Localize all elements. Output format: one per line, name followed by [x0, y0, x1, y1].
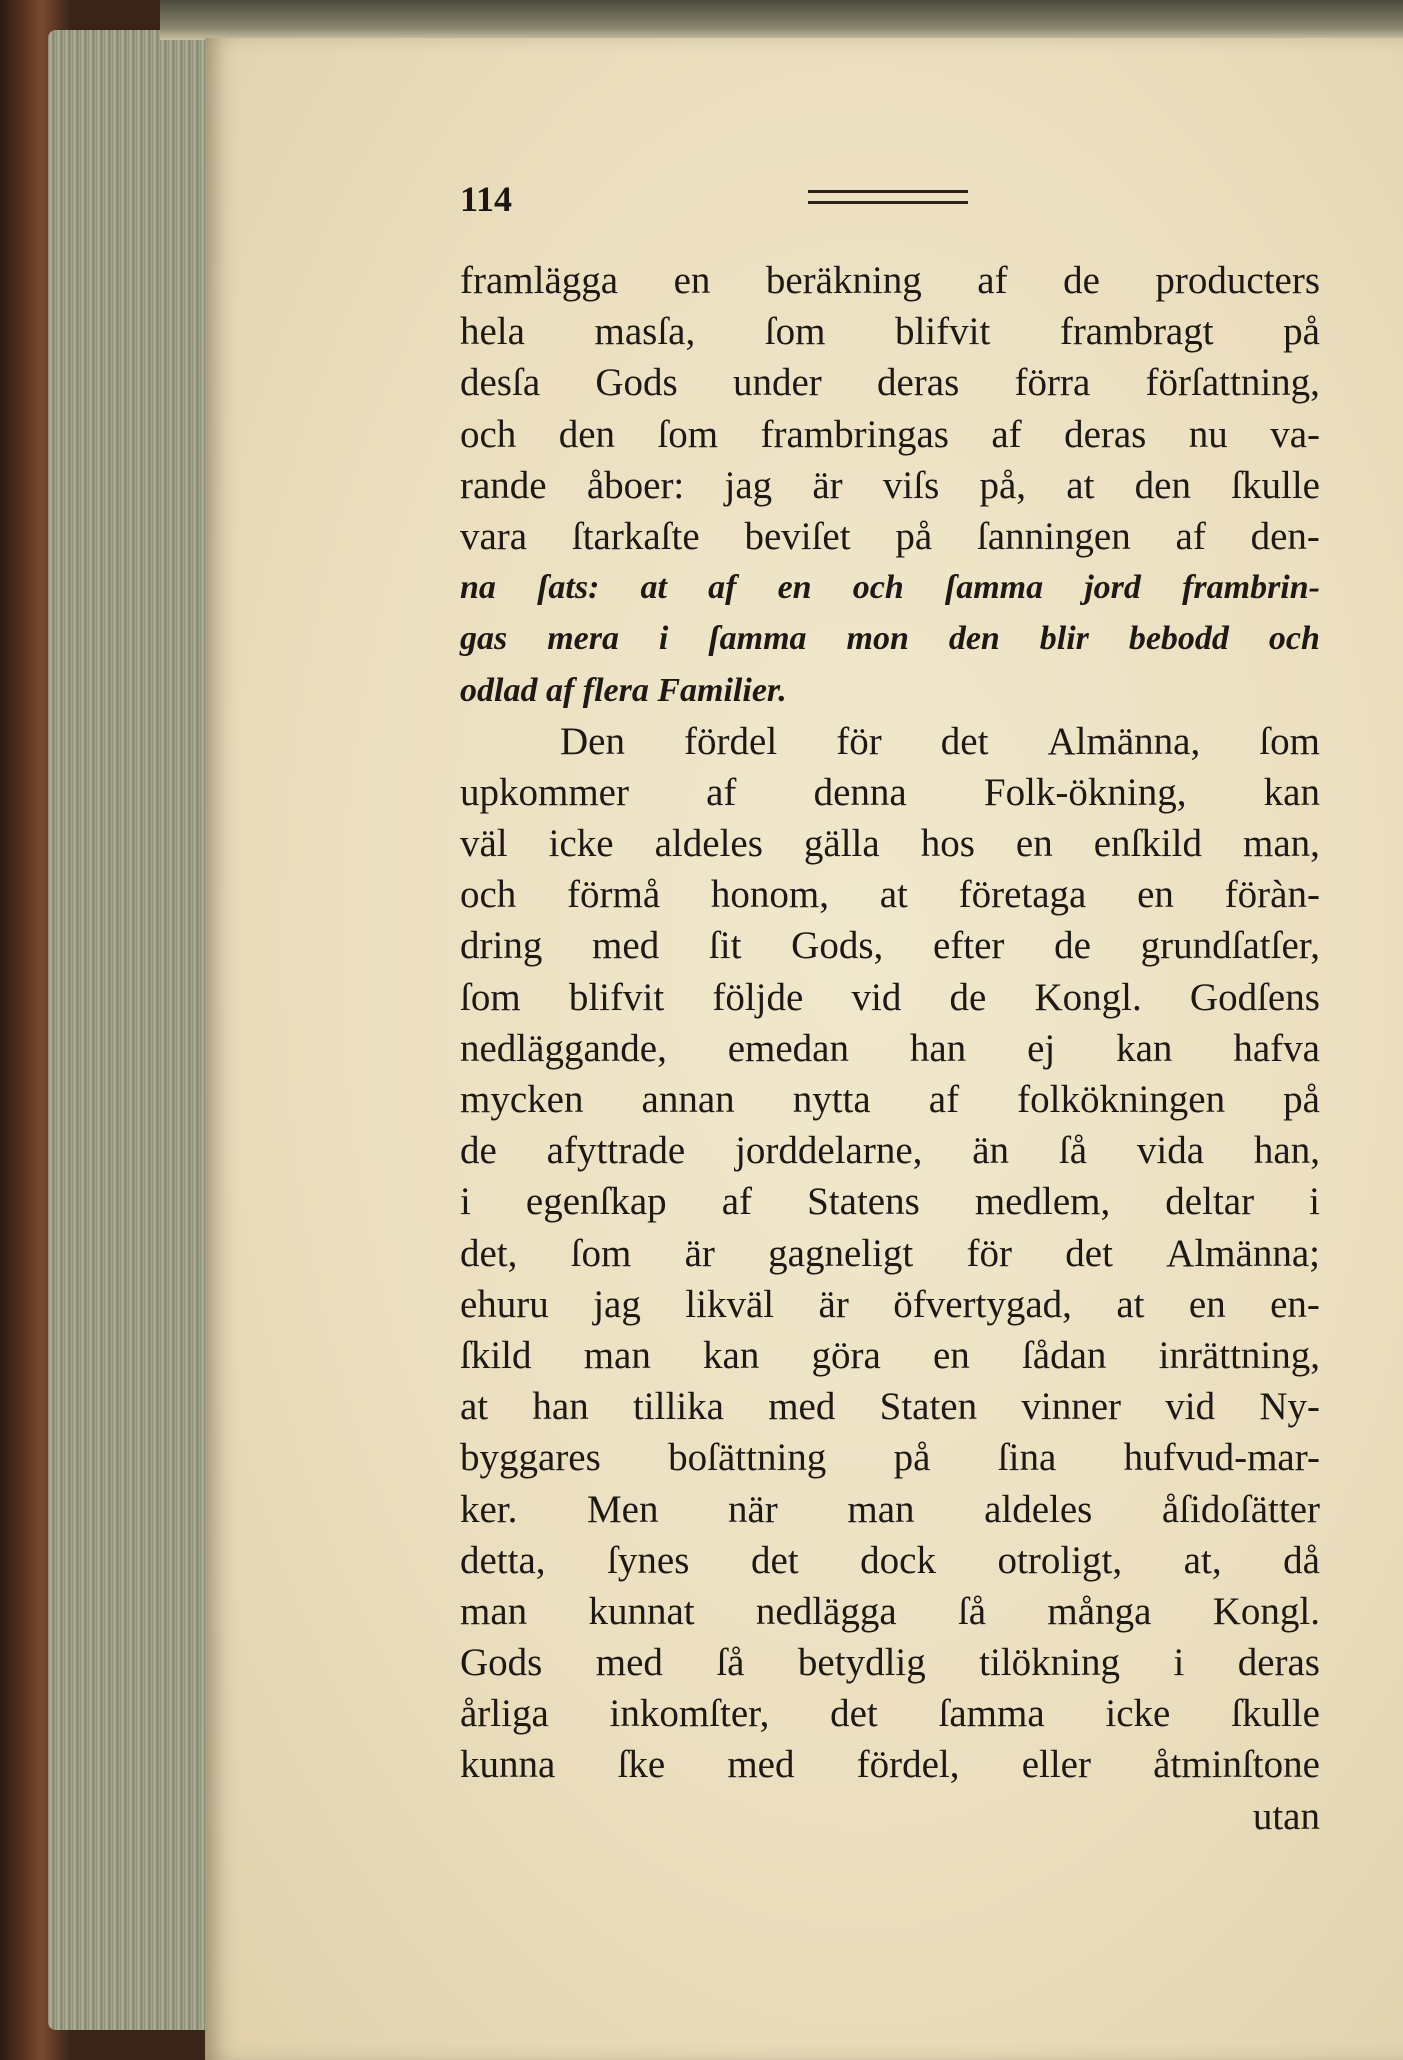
- word: ſå: [957, 1589, 987, 1633]
- word: at: [1116, 1282, 1145, 1326]
- word: än: [972, 1129, 1010, 1173]
- word: likväl: [685, 1282, 775, 1326]
- word: Den: [560, 719, 625, 763]
- word: en: [932, 1333, 970, 1377]
- word: med: [595, 1641, 663, 1685]
- page-stack-edge: [48, 30, 208, 2030]
- word: ehuru: [460, 1282, 549, 1326]
- word: blir: [1039, 620, 1089, 658]
- word: det: [1065, 1231, 1113, 1275]
- book-top-edge: [160, 0, 1403, 40]
- word: bebodd: [1128, 620, 1229, 658]
- word: annan: [641, 1078, 735, 1121]
- word: ſamma: [708, 620, 807, 658]
- word: väl: [460, 822, 508, 866]
- word: nytta: [792, 1078, 871, 1121]
- text-line: [460, 818, 1320, 869]
- word: jord: [1084, 569, 1141, 607]
- text-line: [460, 1381, 1320, 1432]
- word: kan: [1263, 770, 1320, 814]
- word: hos: [920, 822, 975, 866]
- word: mycken: [460, 1078, 584, 1121]
- header-rule-ornament: [808, 190, 968, 204]
- word: mon: [846, 620, 909, 658]
- text-line: [460, 767, 1320, 818]
- word: ſit: [708, 924, 742, 968]
- word: vid: [1165, 1385, 1216, 1429]
- word: åtminſtone: [1153, 1743, 1320, 1787]
- word: han: [532, 1385, 589, 1429]
- word: en: [1188, 1282, 1226, 1326]
- page-number: 114: [460, 179, 513, 219]
- word: Almänna;: [1166, 1231, 1320, 1275]
- word: enſkild: [1093, 822, 1203, 866]
- word: kan: [1116, 1026, 1173, 1070]
- word: af: [977, 259, 1008, 302]
- word: det,: [460, 1231, 518, 1275]
- word: deras: [1064, 412, 1147, 456]
- word: på: [1283, 310, 1320, 354]
- word: at: [460, 1385, 489, 1429]
- word: med: [768, 1385, 836, 1429]
- word: åſidoſätter: [1161, 1487, 1320, 1531]
- word: ſå: [716, 1641, 745, 1685]
- word: är: [812, 463, 843, 507]
- word: på: [895, 514, 933, 558]
- text-line: [460, 1432, 1320, 1483]
- word: Gods: [595, 361, 678, 405]
- text-line: [460, 1484, 1320, 1535]
- text-line: [460, 1176, 1320, 1227]
- text-line: [460, 1637, 1320, 1688]
- word: Gods: [460, 1641, 543, 1685]
- catchword: utan: [1252, 1794, 1320, 1838]
- word: dock: [860, 1538, 936, 1582]
- word: at: [640, 569, 667, 607]
- word: i: [460, 1180, 471, 1224]
- word: medlem,: [974, 1180, 1111, 1224]
- word: fördel,: [856, 1743, 960, 1787]
- word: boſättning: [668, 1436, 827, 1480]
- word: ſke: [617, 1743, 666, 1787]
- word: i: [658, 620, 669, 658]
- word: göra: [811, 1333, 881, 1377]
- word: mera: [547, 620, 619, 658]
- word: och: [460, 873, 517, 917]
- word: och: [852, 569, 904, 607]
- word: beviſet: [744, 514, 851, 558]
- word: i: [1173, 1641, 1185, 1685]
- word: ſanningen: [976, 514, 1131, 558]
- text-line: [460, 511, 1320, 562]
- word: är: [684, 1231, 715, 1275]
- word: en: [1137, 873, 1174, 917]
- word: på: [893, 1436, 931, 1480]
- word: man: [847, 1487, 915, 1531]
- word: gagneligt: [768, 1231, 914, 1275]
- word: na: [460, 569, 496, 607]
- word: de: [1063, 259, 1100, 302]
- word: gas: [460, 620, 508, 658]
- word: en: [1015, 822, 1053, 866]
- word: nedläggande,: [460, 1026, 667, 1070]
- word: afyttrade: [546, 1129, 686, 1173]
- word: hufvud-mar-: [1123, 1436, 1320, 1480]
- word: frambringas: [760, 412, 949, 456]
- word: det: [750, 1538, 799, 1582]
- word: Folk-ökning,: [983, 770, 1187, 814]
- word: efter: [932, 924, 1005, 968]
- word: följde: [712, 975, 804, 1019]
- word: inrättning,: [1158, 1333, 1320, 1377]
- word: Godſens: [1189, 975, 1320, 1019]
- word: ker.: [460, 1487, 518, 1531]
- page-text: [460, 255, 1320, 1842]
- word: i: [1309, 1180, 1320, 1224]
- word: ſynes: [607, 1538, 690, 1582]
- word: rande: [460, 463, 547, 507]
- word: när: [728, 1487, 778, 1531]
- word: ſats:: [537, 569, 600, 607]
- word: den: [1134, 463, 1191, 507]
- word: detta,: [460, 1538, 546, 1582]
- word: den-: [1250, 514, 1320, 558]
- text-line: [460, 409, 1320, 460]
- word: af: [991, 412, 1022, 456]
- word: jorddelarne,: [735, 1129, 923, 1173]
- word: årliga: [460, 1692, 549, 1736]
- word: vid: [851, 975, 902, 1019]
- word: många: [1047, 1589, 1152, 1633]
- italic-text-line: [460, 613, 1320, 664]
- word: ſådan: [1021, 1333, 1107, 1377]
- text-line: [460, 1125, 1320, 1176]
- word: ſina: [997, 1436, 1057, 1480]
- word: ſkulle: [1231, 463, 1320, 507]
- word: man: [460, 1589, 528, 1633]
- word: under: [732, 361, 822, 405]
- word: kunnat: [588, 1589, 695, 1633]
- word: för: [836, 719, 882, 763]
- word: aldeles: [654, 822, 763, 866]
- word: Staten: [879, 1385, 978, 1429]
- word: öfvertygad,: [893, 1282, 1072, 1326]
- word: med: [592, 924, 660, 968]
- word: blifvit: [568, 975, 665, 1019]
- word: företaga: [958, 873, 1087, 917]
- word: deras: [1237, 1641, 1320, 1685]
- italic-text-line: [460, 562, 1320, 613]
- word: och: [460, 412, 517, 456]
- word: Kongl.: [1034, 975, 1142, 1019]
- word: upkommer: [460, 770, 629, 814]
- word: at,: [1183, 1538, 1222, 1582]
- word: blifvit: [894, 310, 991, 354]
- word: ſom: [570, 1231, 632, 1275]
- word: han: [909, 1026, 967, 1070]
- word: Ny-: [1259, 1385, 1320, 1429]
- text-line: [460, 1535, 1320, 1586]
- word: föràn-: [1224, 873, 1320, 917]
- word: ſtarkaſte: [571, 514, 700, 558]
- word: deltar: [1165, 1180, 1255, 1224]
- word: folkökningen: [1017, 1078, 1226, 1121]
- word: ſamma: [944, 569, 1044, 607]
- word: ſom: [764, 310, 826, 354]
- text-line: [460, 1023, 1320, 1074]
- word: och: [1268, 620, 1320, 658]
- word: de: [1054, 924, 1091, 968]
- word: emedan: [727, 1026, 849, 1070]
- word: frambragt: [1059, 310, 1214, 354]
- word: grundſatſer,: [1140, 924, 1320, 968]
- word: inkomſter,: [609, 1692, 770, 1736]
- word: en: [673, 259, 711, 302]
- word: desſa: [460, 361, 541, 405]
- word: producters: [1155, 259, 1320, 302]
- word: ſamma: [938, 1692, 1045, 1736]
- word: ſom: [657, 412, 719, 456]
- word: byggares: [460, 1436, 601, 1480]
- paragraph-start-line: [460, 716, 1320, 767]
- word: jag: [724, 463, 773, 507]
- word: Kongl.: [1212, 1589, 1320, 1633]
- word: af: [928, 1078, 960, 1121]
- word: Gods,: [791, 924, 884, 968]
- word: nu: [1188, 412, 1228, 456]
- word: ſå: [1058, 1129, 1088, 1173]
- word: vinner: [1021, 1385, 1121, 1429]
- word: är: [818, 1282, 849, 1326]
- word: ſom: [460, 975, 521, 1019]
- word: hela: [460, 310, 525, 354]
- word: Almänna,: [1047, 719, 1201, 763]
- text-line: [460, 869, 1320, 920]
- word: det: [940, 719, 989, 763]
- word: vara: [460, 514, 528, 558]
- word: dring: [460, 924, 543, 968]
- text-line: [460, 357, 1320, 408]
- word: betydlig: [797, 1641, 926, 1685]
- word: ſkild: [460, 1333, 532, 1377]
- word: man,: [1243, 822, 1320, 866]
- text-line: [460, 1228, 1320, 1279]
- word: de: [949, 975, 987, 1019]
- word: tillika: [632, 1385, 724, 1429]
- word: framlägga: [460, 259, 619, 302]
- word: den: [558, 412, 616, 456]
- text-line: [460, 972, 1320, 1023]
- text-line: [460, 1330, 1320, 1381]
- word: denna: [813, 770, 907, 814]
- word: för: [966, 1231, 1013, 1275]
- word: de: [460, 1129, 497, 1173]
- word: ſom: [1259, 719, 1320, 763]
- word: man: [583, 1333, 651, 1377]
- text-line: [460, 1074, 1320, 1125]
- text-line: [460, 1688, 1320, 1739]
- word: otroligt,: [997, 1538, 1123, 1582]
- word: han,: [1253, 1129, 1320, 1173]
- word: viſs: [882, 463, 940, 507]
- word: frambrin-: [1182, 569, 1320, 607]
- word: då: [1283, 1538, 1320, 1582]
- word: på,: [979, 463, 1027, 507]
- word: Statens: [807, 1180, 920, 1224]
- word: ej: [1027, 1026, 1056, 1070]
- text-line: [460, 1739, 1320, 1790]
- text-line: [460, 1279, 1320, 1330]
- word: af: [721, 1180, 753, 1224]
- word: förra: [1014, 361, 1091, 405]
- word: aldeles: [984, 1487, 1093, 1531]
- word: hafva: [1233, 1026, 1320, 1070]
- word: på: [1283, 1078, 1320, 1121]
- word: en: [777, 569, 812, 607]
- word: deras: [877, 361, 960, 405]
- italic-text-line: odlad af flera Familier.: [460, 671, 787, 709]
- word: fördel: [684, 719, 778, 763]
- word: med: [727, 1743, 795, 1787]
- word: det: [830, 1692, 878, 1736]
- word: af: [706, 770, 737, 814]
- text-line: [460, 1586, 1320, 1637]
- word: kan: [703, 1333, 760, 1377]
- word: at: [1066, 463, 1095, 507]
- word: icke: [1105, 1692, 1171, 1736]
- word: Men: [586, 1487, 659, 1531]
- word: tilökning: [979, 1641, 1121, 1685]
- word: ſkulle: [1231, 1692, 1320, 1736]
- word: kunna: [460, 1743, 556, 1787]
- word: den: [948, 620, 1000, 658]
- word: förſattning,: [1145, 361, 1320, 405]
- text-line: [460, 920, 1320, 971]
- word: jag: [593, 1282, 641, 1326]
- word: eller: [1021, 1743, 1091, 1787]
- word: förmå: [567, 873, 661, 917]
- word: gälla: [803, 822, 880, 866]
- text-line: [460, 460, 1320, 511]
- word: masſa,: [594, 310, 696, 354]
- word: vida: [1136, 1129, 1205, 1173]
- word: åboer:: [586, 463, 685, 507]
- word: en-: [1270, 1282, 1320, 1326]
- word: at: [879, 873, 908, 917]
- text-line: [460, 255, 1320, 306]
- word: icke: [548, 822, 614, 866]
- word: af: [708, 569, 737, 607]
- text-line: [460, 306, 1320, 357]
- word: beräkning: [765, 259, 922, 302]
- word: honom,: [710, 873, 829, 917]
- word: nedlägga: [755, 1589, 897, 1633]
- word: af: [1175, 514, 1206, 558]
- word: egenſkap: [525, 1180, 667, 1224]
- word: va-: [1270, 412, 1320, 456]
